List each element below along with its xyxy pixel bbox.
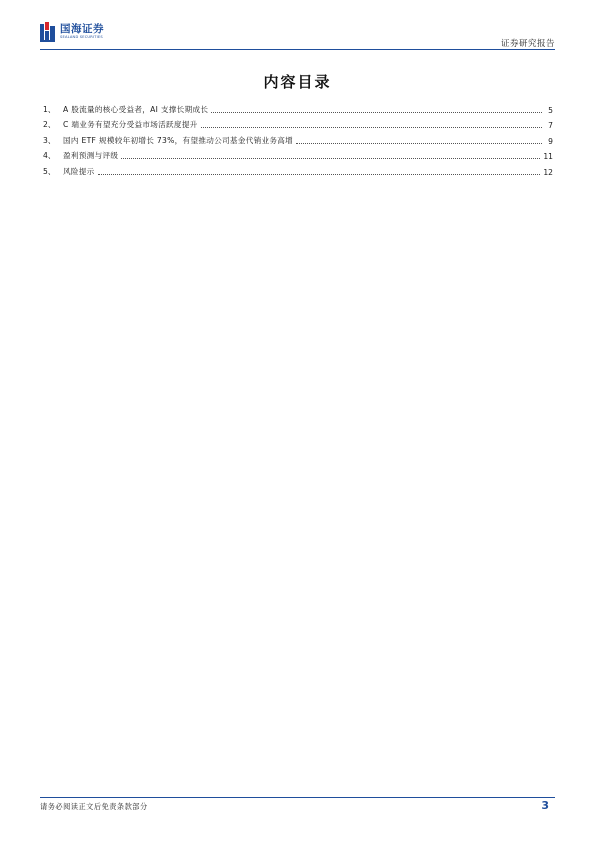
table-of-contents [43, 99, 553, 177]
toc-entry-title: 国内 ETF 规模较年初增长 73%，有望推动公司基金代销业务高增 [63, 135, 294, 145]
logo-english-name: SEALAND SECURITIES [60, 35, 103, 40]
toc-entry[interactable] [43, 115, 553, 131]
logo-text [60, 24, 104, 40]
toc-entry-page: 11 [543, 152, 553, 162]
toc-entry-number: 5、 [43, 166, 56, 176]
toc-entry-title: 风险提示 [63, 166, 95, 176]
toc-entry-page: 9 [548, 136, 553, 146]
toc-entry-title: 盈利预测与评级 [63, 151, 119, 161]
toc-leader-dots [211, 112, 542, 113]
company-logo [40, 22, 104, 42]
toc-leader-dots [201, 127, 542, 128]
page-number: 3 [541, 799, 549, 812]
toc-entry-title: C 端业务有望充分受益市场活跃度提升 [63, 120, 198, 130]
toc-entry-number: 3、 [43, 135, 56, 145]
toc-entry-number: 4、 [43, 151, 56, 161]
footer-divider [40, 797, 555, 798]
toc-leader-dots [296, 143, 542, 144]
toc-entry-page: 7 [548, 121, 553, 131]
toc-entry-page: 5 [548, 105, 553, 115]
toc-entry[interactable] [43, 130, 553, 146]
logo-chinese-name: 国海证券 [60, 22, 104, 35]
footer-disclaimer: 请务必阅读正文后免责条款部分 [40, 802, 148, 811]
toc-title: 内容目录 [263, 73, 332, 91]
toc-entry-number: 2、 [43, 120, 56, 130]
report-type-label: 证券研究报告 [500, 39, 555, 49]
sealand-logo-icon [40, 22, 56, 42]
toc-entry[interactable] [43, 99, 553, 115]
header-divider [40, 49, 555, 50]
toc-entry[interactable] [43, 161, 553, 177]
toc-entry[interactable] [43, 146, 553, 162]
toc-leader-dots [121, 158, 540, 159]
toc-entry-title: A 股流量的核心受益者，AI 支撑长期成长 [63, 104, 209, 114]
toc-leader-dots [98, 174, 541, 175]
page-header [40, 22, 555, 48]
toc-entry-number: 1、 [43, 104, 56, 114]
toc-entry-page: 12 [543, 167, 553, 177]
